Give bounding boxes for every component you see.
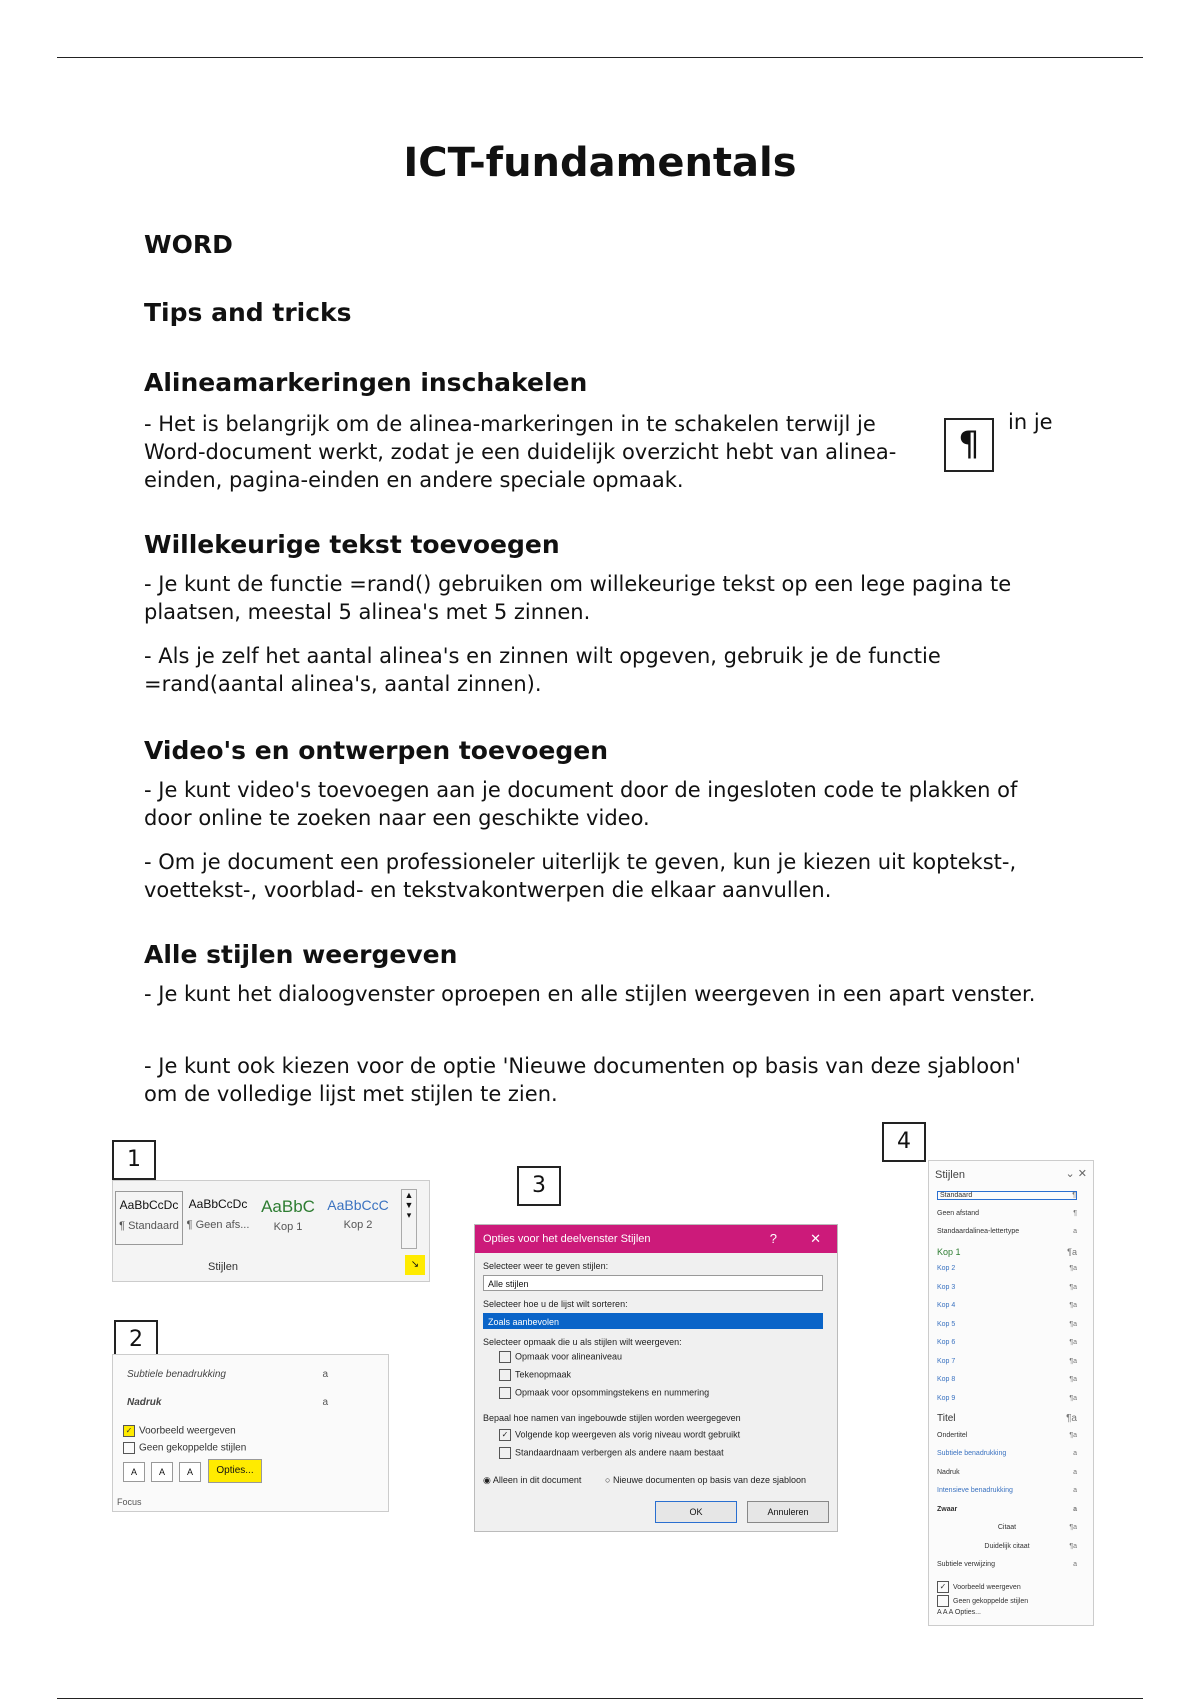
names-checkbox[interactable]	[499, 1429, 740, 1441]
label-sort: Selecteer hoe u de lijst wilt sorteren:	[483, 1299, 628, 1309]
checkbox-icon: ✓	[499, 1429, 511, 1441]
style-type-icon: ¶a	[1067, 1246, 1077, 1257]
style-list-item[interactable]	[937, 1376, 1077, 1383]
bottom-rule	[57, 1698, 1143, 1699]
style-list-label: Duidelijk citaat	[984, 1542, 1030, 1550]
style-sample: AaBbCcC	[327, 1197, 389, 1213]
checkbox-icon: ✓	[937, 1581, 949, 1593]
style-type-icon: ¶a	[1069, 1357, 1077, 1365]
section-title-alineamarkeringen: Alineamarkeringen inschakelen	[144, 368, 588, 397]
new-style-button[interactable]: A	[123, 1462, 145, 1482]
gallery-scroll[interactable]: ▲ ▼ ▾	[401, 1189, 417, 1249]
style-list-item[interactable]	[937, 1561, 1077, 1568]
style-list-label: Kop 1	[937, 1246, 961, 1257]
section-title-willekeurige-tekst: Willekeurige tekst toevoegen	[144, 530, 560, 559]
radio-this-document[interactable]: ◉ Alleen in dit document	[483, 1475, 582, 1485]
figure-tag-3: 3	[517, 1166, 561, 1206]
style-list-label: Citaat	[997, 1524, 1017, 1531]
style-list-item[interactable]	[937, 1228, 1077, 1235]
checkbox-label: Geen gekoppelde stijlen	[953, 1597, 1029, 1605]
heading-tips: Tips and tricks	[144, 298, 352, 327]
style-list-item[interactable]	[937, 1432, 1077, 1439]
figure-tag-2: 2	[114, 1320, 158, 1360]
style-list-item[interactable]	[937, 1450, 1077, 1457]
checkbox-label: Opmaak voor alineaniveau	[515, 1351, 623, 1362]
checkbox-icon	[499, 1369, 511, 1381]
checkbox-label: Opmaak voor opsommingstekens en nummering	[515, 1387, 710, 1398]
options-label: Opties...	[954, 1609, 981, 1616]
paragraph-text: - Je kunt de functie =rand() gebruiken om willekeurige tekst op een lege pagina te plaatsen, meestal 5 alinea's met 5 zinnen.	[144, 572, 1012, 624]
checkbox-icon	[499, 1447, 511, 1459]
style-list-label: Intensieve benadrukking	[937, 1487, 1013, 1494]
style-list-label: Subtiele verwijzing	[937, 1561, 995, 1568]
style-list-item[interactable]	[937, 1191, 1077, 1200]
style-type-icon: ¶a	[1069, 1542, 1077, 1550]
names-checkbox[interactable]	[499, 1447, 724, 1459]
style-list-label: Kop 8	[937, 1376, 956, 1383]
dialog-title: Opties voor het deelvenster Stijlen	[483, 1233, 651, 1245]
style-list-label: Standaardalinea-lettertype	[937, 1228, 1020, 1235]
checkbox-label: Voorbeeld weergeven	[139, 1425, 236, 1437]
ok-button[interactable]: OK	[655, 1501, 737, 1523]
style-list-item[interactable]	[937, 1395, 1077, 1402]
checkbox-icon: ✓	[123, 1425, 135, 1437]
style-type-icon: ¶a	[1066, 1413, 1077, 1424]
paragraph-text: - Je kunt ook kiezen voor de optie 'Nieuwe documenten op basis van deze sjabloon' om de volledige lijst met stijlen te zien.	[144, 1054, 1022, 1106]
style-type-icon: a	[1073, 1468, 1077, 1476]
style-list-item[interactable]	[937, 1247, 1077, 1257]
style-list-item[interactable]	[937, 1265, 1077, 1272]
section-1-paragraph	[144, 410, 924, 494]
style-sample: AaBbC	[261, 1197, 315, 1216]
paragraph-text: - Om je document een professioneler uiterlijk te geven, kun je kiezen uit koptekst-, voettekst-, voorblad- en tekstvakontwerpen die elkaar aanvullen.	[144, 850, 1017, 902]
style-list-label: Geen afstand	[937, 1209, 980, 1217]
linked-styles-checkbox[interactable]	[123, 1442, 246, 1454]
checkbox-icon	[499, 1351, 511, 1363]
style-row[interactable]: Subtiele benadrukking	[127, 1369, 226, 1380]
options-button[interactable]: Opties...	[208, 1459, 262, 1483]
style-sample: AaBbCcDc	[188, 1197, 248, 1211]
style-row-type: a	[322, 1369, 328, 1380]
style-list-label: Standaard	[940, 1192, 973, 1199]
manage-styles-button[interactable]: A	[179, 1462, 201, 1482]
style-list-item[interactable]	[937, 1358, 1077, 1365]
style-list-item[interactable]	[937, 1284, 1077, 1291]
style-list-label: Kop 2	[937, 1265, 956, 1272]
style-label: ¶ Standaard	[119, 1220, 179, 1232]
style-standaard[interactable]	[115, 1191, 183, 1245]
style-type-icon: a	[1073, 1450, 1077, 1457]
close-icon[interactable]: ✕	[810, 1231, 821, 1246]
heading-word: WORD	[144, 230, 233, 259]
sort-dropdown[interactable]: Zoals aanbevolen	[483, 1313, 823, 1329]
style-label: Kop 2	[343, 1219, 373, 1231]
style-type-icon: ¶a	[1069, 1394, 1077, 1402]
section-title-videos: Video's en ontwerpen toevoegen	[144, 736, 609, 765]
style-list-label: Ondertitel	[937, 1431, 968, 1439]
status-bar-focus: Focus	[117, 1497, 142, 1507]
select-styles-dropdown[interactable]: Alle stijlen	[483, 1275, 823, 1291]
style-list-item[interactable]	[937, 1506, 1077, 1513]
radio-label: Nieuwe documenten op basis van deze sjabloon	[612, 1475, 807, 1485]
style-list-item[interactable]	[937, 1321, 1077, 1328]
paragraph-text: Word-document werkt, zodat je een duidelijk overzicht hebt van alinea-einden, pagina-einden en andere speciale opmaak.	[144, 440, 897, 492]
style-type-icon: a	[1073, 1505, 1077, 1513]
paragraph-text: - Het is belangrijk om de alinea-markeringen in te schakelen terwijl je	[144, 412, 876, 436]
cancel-button[interactable]: Annuleren	[747, 1501, 829, 1523]
style-row-type: a	[322, 1397, 328, 1408]
style-type-icon: a	[1073, 1487, 1077, 1494]
style-label: ¶ Geen afs...	[186, 1219, 250, 1231]
styles-pane-bottom-screenshot	[112, 1354, 389, 1512]
options-button[interactable]: A A A Opties...	[937, 1609, 981, 1616]
style-label: Kop 1	[273, 1221, 303, 1233]
paragraph-text: - Je kunt video's toevoegen aan je document door de ingesloten code te plakken of door online te zoeken naar een geschikte video.	[144, 778, 1018, 830]
style-type-icon: a	[1073, 1228, 1077, 1235]
style-list-label: Titel	[937, 1413, 956, 1424]
style-type-icon: ¶a	[1069, 1376, 1077, 1383]
style-kop-2[interactable]	[325, 1191, 391, 1243]
page-title: ICT-fundamentals	[403, 140, 797, 186]
style-list-label: Kop 5	[937, 1320, 956, 1328]
checkbox-icon	[937, 1595, 949, 1607]
style-list-label: Nadruk	[937, 1468, 960, 1476]
checkbox-label: Geen gekoppelde stijlen	[139, 1442, 247, 1454]
section-title-alle-stijlen: Alle stijlen weergeven	[144, 940, 458, 969]
dialog-launcher-icon[interactable]: ↘	[405, 1255, 425, 1275]
preview-checkbox[interactable]	[123, 1425, 236, 1437]
style-type-icon: ¶a	[1069, 1320, 1077, 1328]
style-list-item[interactable]	[937, 1543, 1077, 1550]
style-list-label: Kop 3	[937, 1283, 956, 1291]
style-row[interactable]: Nadruk	[127, 1397, 162, 1408]
dialog-titlebar	[475, 1225, 837, 1253]
format-checkbox[interactable]	[499, 1369, 571, 1381]
style-list-item[interactable]	[937, 1339, 1077, 1346]
style-type-icon: a	[1073, 1561, 1077, 1568]
preview-checkbox[interactable]	[937, 1581, 1077, 1593]
figure-tag-1: 1	[112, 1140, 156, 1180]
top-rule	[57, 57, 1143, 58]
style-list-item[interactable]	[937, 1524, 1077, 1531]
close-icon[interactable]: ⌄ ✕	[1065, 1168, 1087, 1180]
figure-tag-4: 4	[882, 1122, 926, 1162]
format-checkbox[interactable]	[499, 1387, 709, 1399]
label-format: Selecteer opmaak die u als stijlen wilt weergeven:	[483, 1337, 682, 1347]
checkbox-label: Voorbeeld weergeven	[953, 1583, 1021, 1591]
style-type-icon: ¶a	[1069, 1339, 1077, 1346]
label-names: Bepaal hoe namen van ingebouwde stijlen worden weergegeven	[483, 1413, 741, 1423]
checkbox-icon	[499, 1387, 511, 1399]
checkbox-label: Standaardnaam verbergen als andere naam bestaat	[515, 1447, 724, 1458]
pane-title: Stijlen	[935, 1169, 965, 1181]
style-type-icon: ¶	[1073, 1209, 1077, 1217]
style-type-icon: ¶a	[1069, 1265, 1077, 1272]
style-inspector-button[interactable]: A	[151, 1462, 173, 1482]
style-list-label: Zwaar	[937, 1505, 958, 1513]
checkbox-label: Tekenopmaak	[515, 1369, 572, 1380]
style-type-icon: ¶a	[1069, 1524, 1077, 1531]
radio-label: Alleen in dit document	[492, 1475, 582, 1485]
style-list-item[interactable]	[937, 1469, 1077, 1476]
style-type-icon: ¶a	[1069, 1302, 1077, 1309]
style-list-label: Kop 9	[937, 1394, 956, 1402]
style-type-icon: ¶a	[1069, 1431, 1077, 1439]
style-options-dialog-screenshot	[474, 1224, 838, 1532]
linked-styles-checkbox[interactable]	[937, 1595, 1077, 1607]
style-list-item[interactable]	[937, 1302, 1077, 1309]
checkbox-icon	[123, 1442, 135, 1454]
label-select-styles: Selecteer weer te geven stijlen:	[483, 1261, 609, 1271]
help-icon[interactable]: ?	[769, 1231, 777, 1246]
style-list-label: Subtiele benadrukking	[937, 1450, 1007, 1457]
style-kop-1[interactable]	[255, 1191, 321, 1243]
gallery-label: Stijlen	[208, 1261, 238, 1273]
style-list-label: Kop 7	[937, 1357, 956, 1365]
style-type-icon: ¶a	[1069, 1283, 1077, 1291]
radio-new-documents[interactable]: ○ Nieuwe documenten op basis van deze sjabloon	[605, 1475, 807, 1485]
paragraph-text: - Als je zelf het aantal alinea's en zinnen wilt opgeven, gebruik je de functie =rand(aantal alinea's, aantal zinnen).	[144, 644, 941, 696]
styles-pane-screenshot	[928, 1160, 1094, 1626]
styles-gallery-screenshot	[112, 1180, 430, 1282]
paragraph-text-tail: in je	[1008, 410, 1053, 434]
style-sample: AaBbCcDc	[119, 1198, 179, 1212]
pilcrow-icon: ¶	[944, 418, 994, 472]
style-geen-afstand[interactable]	[185, 1191, 251, 1243]
format-checkbox[interactable]	[499, 1351, 622, 1363]
style-list-item[interactable]	[937, 1210, 1077, 1217]
style-list-label: Kop 6	[937, 1339, 956, 1346]
style-list-label: Kop 4	[937, 1302, 956, 1309]
style-list-item[interactable]	[937, 1413, 1077, 1424]
checkbox-label: Volgende kop weergeven als vorig niveau wordt gebruikt	[515, 1429, 741, 1440]
style-type-icon: ¶	[1072, 1192, 1076, 1199]
style-list-item[interactable]	[937, 1487, 1077, 1494]
paragraph-text: - Je kunt het dialoogvenster oproepen en alle stijlen weergeven in een apart venster.	[144, 982, 1036, 1006]
